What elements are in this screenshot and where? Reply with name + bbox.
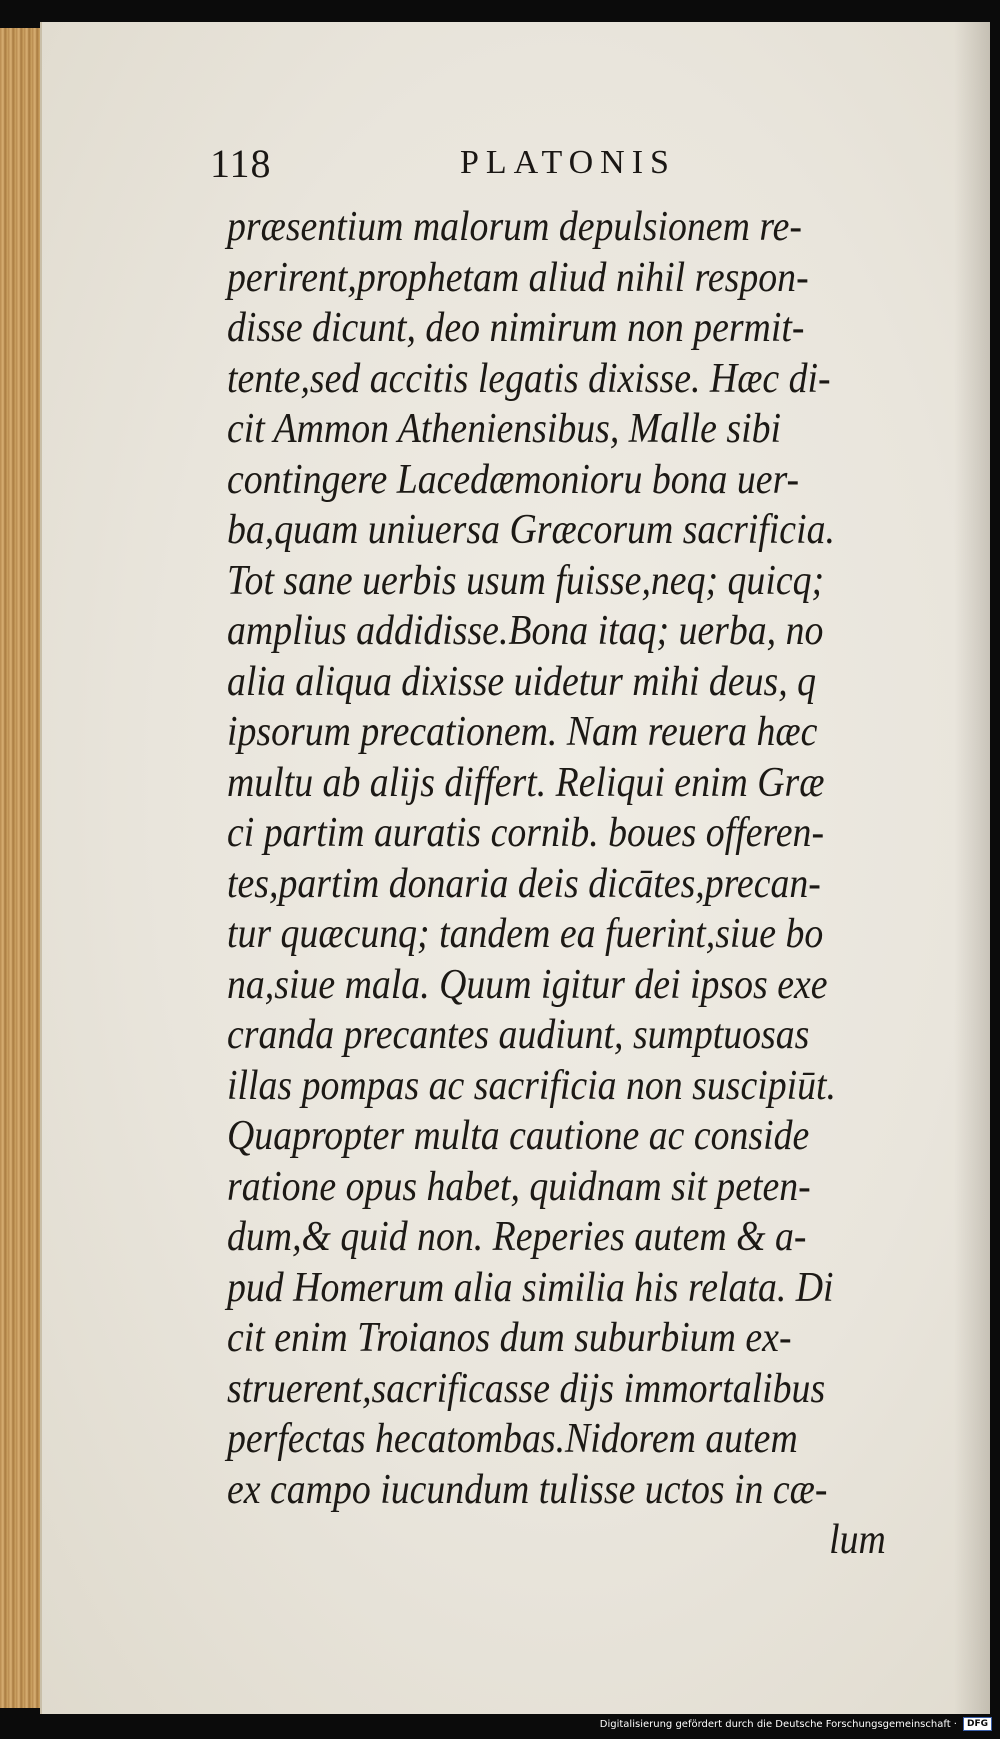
text-line: ratione opus habet, quidnam sit peten- [227,1163,811,1210]
text-line: Quapropter multa cautione ac conside [227,1113,810,1159]
text-line: tur quæcunq; tandem ea fuerint,siue bo [227,911,824,957]
book-page [40,22,990,1714]
text-line: multu ab alijs differt. Reliqui enim Græ [227,759,825,806]
text-line: ci partim auratis cornib. boues offeren- [227,810,825,856]
text-line: tes,partim donaria deis dicātes,precan- [227,860,821,907]
text-line: amplius addidisse.Bona itaq; uerba, no [227,608,824,654]
text-line: tente,sed accitis legatis dixisse. Hæc di- [227,355,831,402]
funding-credit: Digitalisierung gefördert durch die Deutsche Forschungsgemeinschaft · [599,1718,957,1730]
dfg-logo: DFG [963,1717,992,1731]
text-line: cranda precantes audiunt, sumptuosas [227,1012,810,1058]
text-line: cit Ammon Atheniensibus, Malle sibi [227,406,782,452]
text-block [227,202,1000,1566]
text-line: præsentium malorum depulsionem re- [227,204,803,250]
text-line: disse dicunt, deo nimirum non permit- [227,305,805,351]
text-line: na,siue mala. Quum igitur dei ipsos exe [227,961,828,1008]
text-line: illas pompas ac sacrificia non suscipiūt. [227,1062,836,1109]
text-line: perirent,prophetam aliud nihil respon- [227,254,809,301]
page-number: 118 [210,141,272,186]
digitization-footer [600,1715,992,1733]
text-line: perfectas hecatombas.Nidorem autem [227,1416,798,1462]
text-line: alia aliqua dixisse uidetur mihi deus, q [227,658,817,705]
text-line: Tot sane uerbis usum fuisse,neq; quicq; [227,557,825,604]
catchword: lum [829,1517,886,1563]
text-line: contingere Lacedæmonioru bona uer- [227,456,800,503]
text-line: dum,& quid non. Reperies autem & a- [227,1214,807,1260]
text-line: ex campo iucundum tulisse uctos in cæ- [227,1466,828,1513]
text-line: ipsorum precationem. Nam reuera hæc [227,709,818,755]
text-line: cit enim Troianos dum suburbium ex- [227,1315,792,1361]
text-line: pud Homerum alia similia his relata. Di [227,1264,834,1311]
running-title: PLATONIS [460,144,676,181]
text-line: ba,quam uniuersa Græcorum sacrificia. [227,507,835,553]
text-line: struerent,sacrificasse dijs immortalibus [227,1365,826,1412]
page-header [42,140,990,190]
